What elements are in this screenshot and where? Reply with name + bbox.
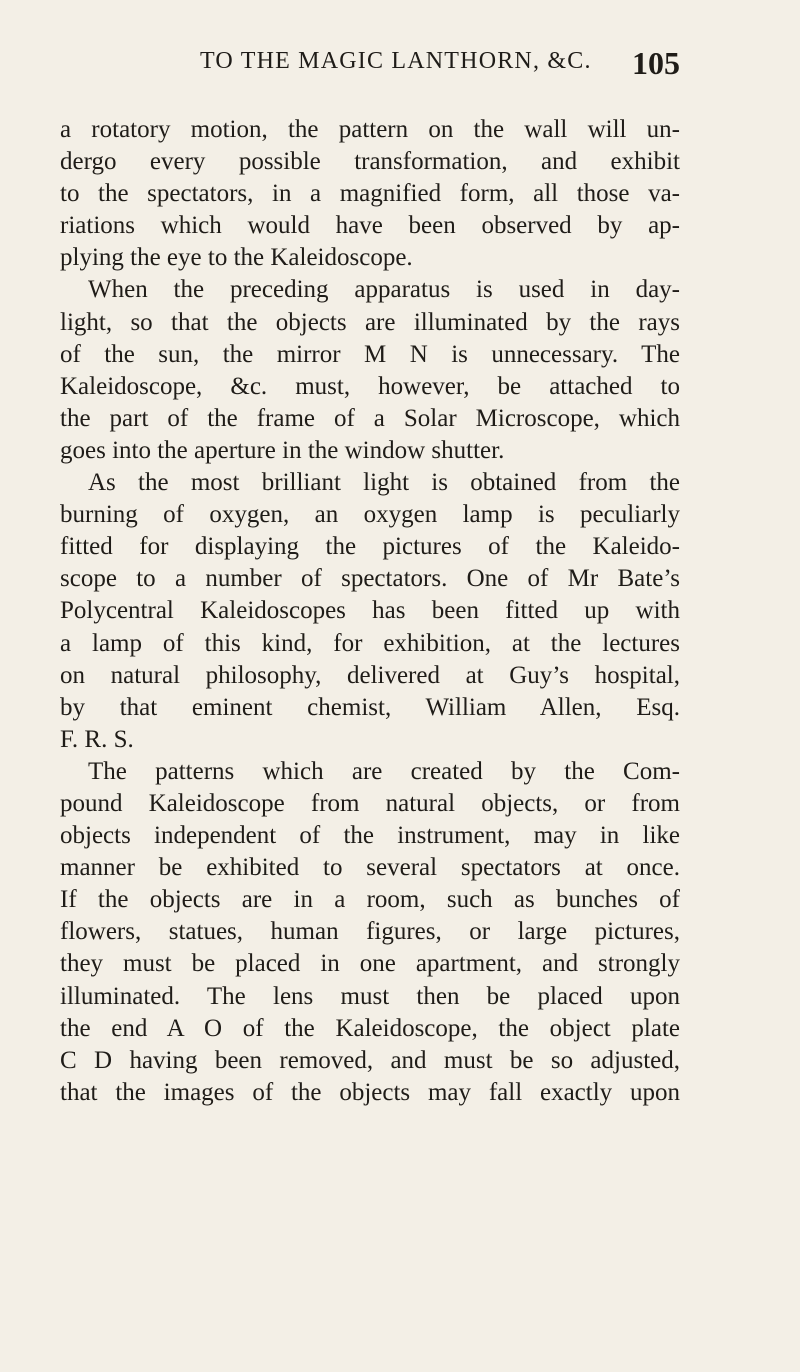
text-line: manner be exhibited to several spectators at once. <box>60 854 680 882</box>
text-line: by that eminent chemist, William Allen, Esq. <box>60 693 680 721</box>
text-line: the end A O of the Kaleidoscope, the object plate <box>60 1014 680 1042</box>
text-line: illuminated. The lens must then be placed upon <box>60 982 680 1010</box>
text-line: If the objects are in a room, such as bunches of <box>60 886 680 914</box>
text-line: Polycentral Kaleidoscopes has been fitted up with <box>60 597 680 625</box>
text-line: objects independent of the instrument, may in like <box>60 822 680 850</box>
page-number: 105 <box>632 45 680 81</box>
text-line: goes into the aperture in the window shutter. <box>60 436 505 464</box>
text-line: As the most brilliant light is obtained from the <box>88 469 680 497</box>
text-line: that the images of the objects may fall exactly upon <box>60 1078 680 1106</box>
text-line: F. R. S. <box>60 725 134 753</box>
text-line: of the sun, the mirror M N is unnecessary. The <box>60 340 680 368</box>
text-line: a lamp of this kind, for exhibition, at the lectures <box>60 629 680 657</box>
text-line: flowers, statues, human figures, or large pictures, <box>60 918 680 946</box>
page-header <box>60 45 680 88</box>
body-text <box>60 114 680 1109</box>
text-line: plying the eye to the Kaleidoscope. <box>60 244 413 272</box>
text-line: light, so that the objects are illuminated by the rays <box>60 308 680 336</box>
text-line: a rotatory motion, the pattern on the wall will un- <box>60 116 680 143</box>
text-line: the part of the frame of a Solar Microscope, which <box>60 404 680 432</box>
text-line: to the spectators, in a magnified form, all those va- <box>60 180 680 208</box>
text-line: C D having been removed, and must be so adjusted, <box>60 1046 680 1074</box>
text-line: burning of oxygen, an oxygen lamp is peculiarly <box>60 501 680 529</box>
text-line: they must be placed in one apartment, and strongly <box>60 950 680 978</box>
text-line: fitted for displaying the pictures of the Kaleido- <box>60 533 680 561</box>
text-line: When the preceding apparatus is used in day- <box>88 276 680 304</box>
running-head: TO THE MAGIC LANTHORN, &C. <box>200 48 592 74</box>
text-line: pound Kaleidoscope from natural objects, or from <box>60 789 680 817</box>
text-line: Kaleidoscope, &c. must, however, be attached to <box>60 372 680 400</box>
text-line: on natural philosophy, delivered at Guy’s hospital, <box>60 661 680 689</box>
text-line: riations which would have been observed by ap- <box>60 212 680 240</box>
text-line: scope to a number of spectators. One of Mr Bate’s <box>60 565 680 593</box>
text-line: dergo every possible transformation, and exhibit <box>60 148 680 176</box>
text-line: The patterns which are created by the Com- <box>88 757 680 785</box>
